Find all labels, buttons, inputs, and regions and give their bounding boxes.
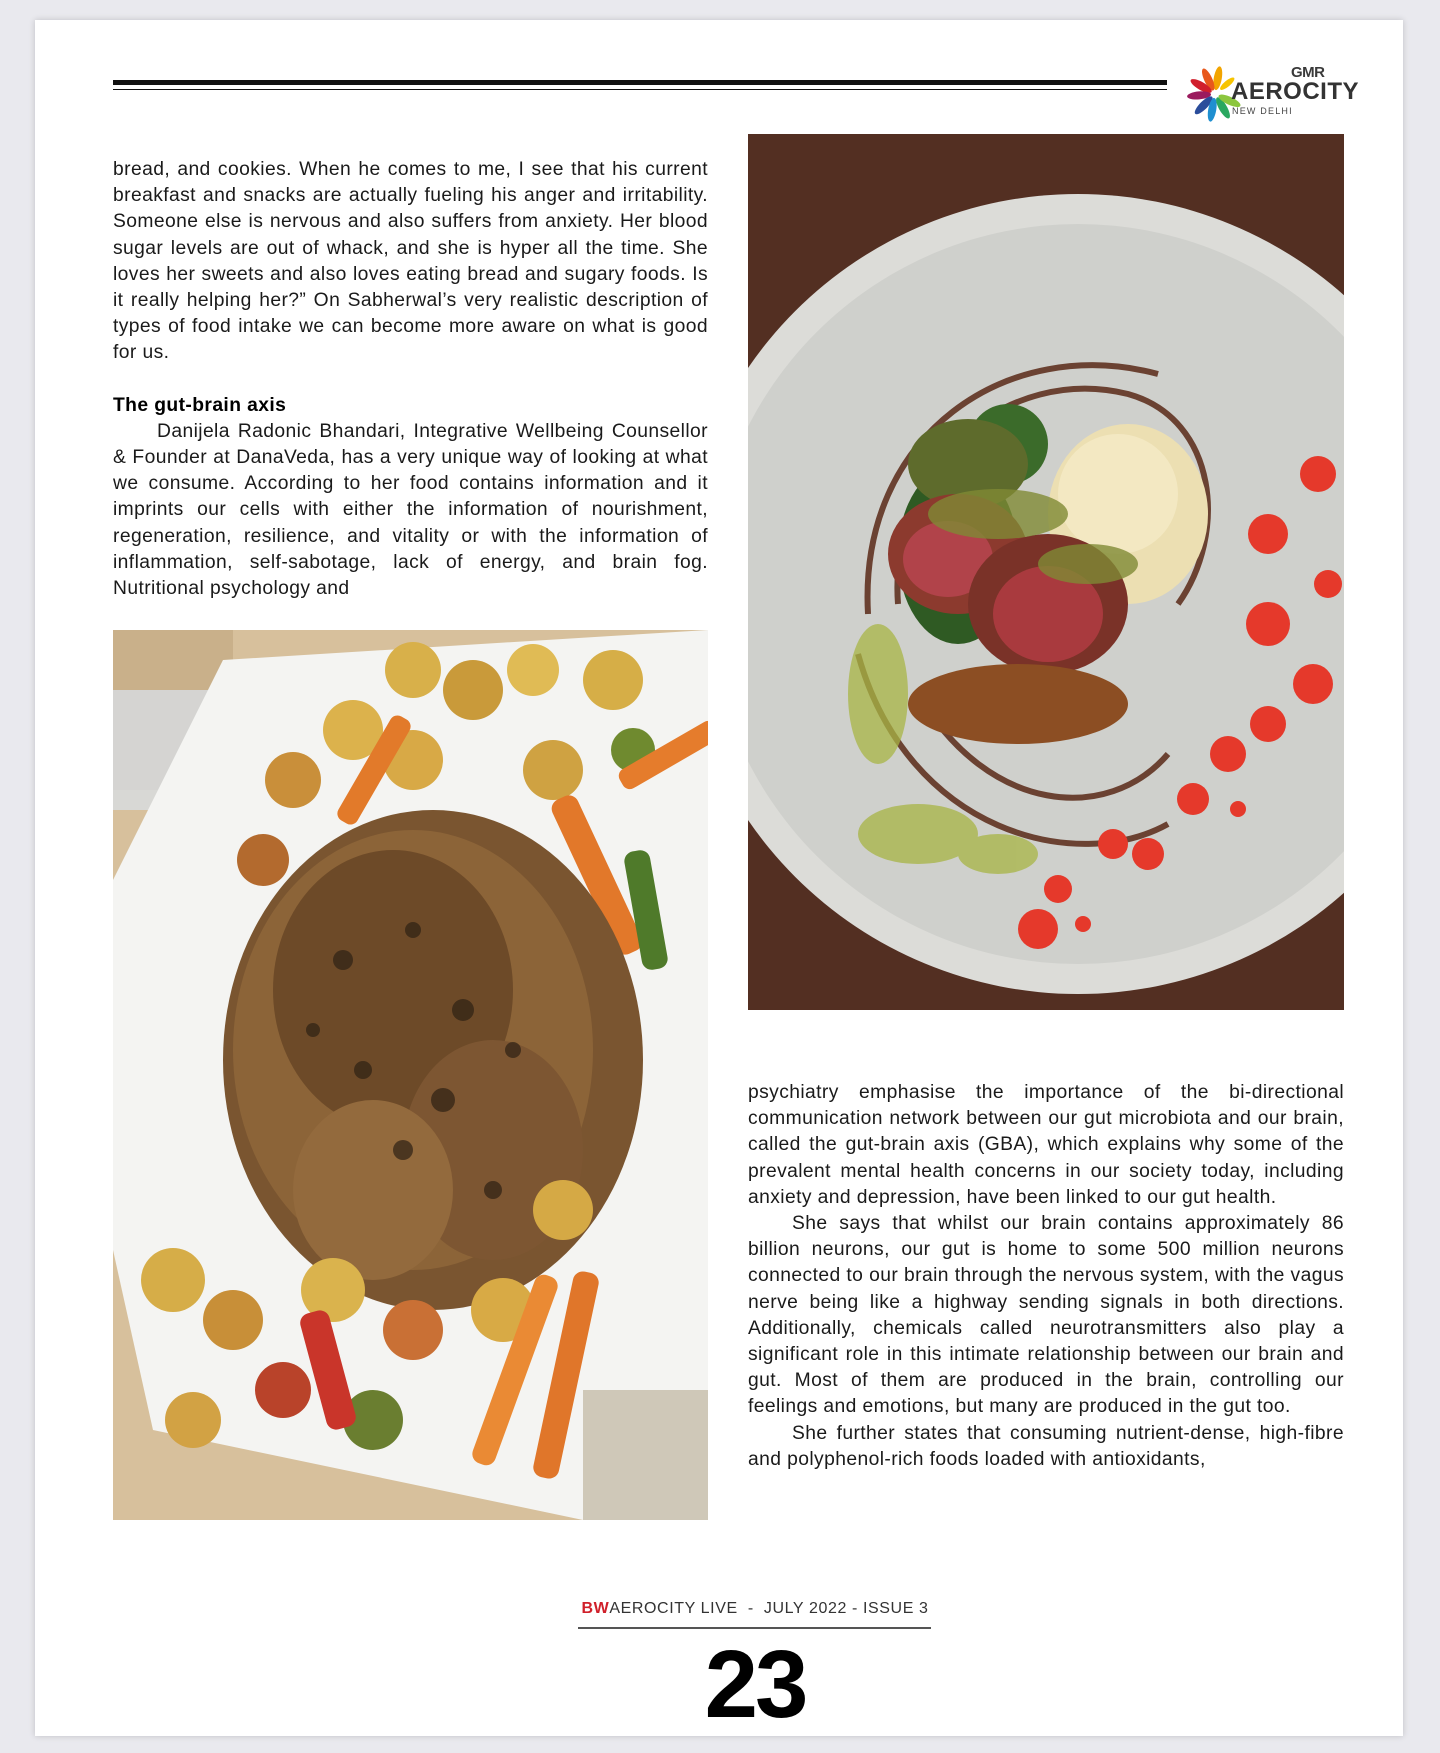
logo-name: AEROCITY	[1231, 78, 1360, 105]
left-paragraph-2: Danijela Radonic Bhandari, Integrative Wellbeing Counsellor & Founder at DanaVeda, has a very unique way of looking at what we consume. According to her food contains information and it imprints our cells with either the information of nourishment, regeneration, resilience, and vitality or with the information of inflammation, self-sabotage, lack of energy, and brain fog. Nutritional psychology and	[113, 420, 708, 600]
roast-chicken-photo	[113, 630, 708, 1520]
header-rule-thick	[113, 80, 1167, 85]
right-paragraph-2: She says that whilst our brain contains approximately 86 billion neurons, our gut is home to some 500 million neurons connected to our brain through the nervous system, with the vagus nerve being like a highway sending signals in both directions. Additionally, chemicals called neurotransmitters also play a significant role in this intimate relationship between our brain and gut. Most of them are produced in the brain, controlling our feelings and emotions, but many are produced in the gut too.	[748, 1213, 1344, 1418]
right-column-text	[748, 1080, 1344, 1473]
right-paragraph-1: psychiatry emphasise the importance of the bi-directional communication network between our gut microbiota and our brain, called the gut-brain axis (GBA), which explains why some of the prevalent mental health concerns in our society today, including anxiety and depression, have been linked to our gut health.	[748, 1082, 1344, 1208]
logo-brand: GMR	[1291, 64, 1325, 81]
issue-text: AEROCITY LIVE - JULY 2022 - ISSUE 3	[609, 1600, 929, 1617]
right-paragraph-3: She further states that consuming nutrient-dense, high-fibre and polyphenol-rich foods loaded with antioxidants,	[748, 1422, 1344, 1470]
magazine-page	[35, 20, 1403, 1736]
left-paragraph-1: bread, and cookies. When he comes to me, I see that his current breakfast and snacks are actually fueling his anger and irritability. Someone else is nervous and also suffers from anxiety. Her blood sugar levels are out of whack, and she is hyper all the time. She loves her sweets and also loves eating bread and sugary foods. Is it really helping her?” On Sabherwal’s very realistic description of types of food intake we can become more aware on what is good for us.	[113, 159, 708, 364]
issue-line	[577, 1600, 933, 1618]
header-rule-thin	[113, 89, 1167, 90]
logo-subtitle: NEW DELHI	[1232, 106, 1293, 116]
left-column-text	[113, 157, 708, 602]
section-heading: The gut-brain axis	[113, 394, 287, 416]
footer-rule	[578, 1627, 931, 1629]
publication-prefix: BW	[581, 1600, 610, 1617]
page-number: 23	[704, 1631, 806, 1738]
plated-steak-photo	[748, 134, 1344, 1010]
